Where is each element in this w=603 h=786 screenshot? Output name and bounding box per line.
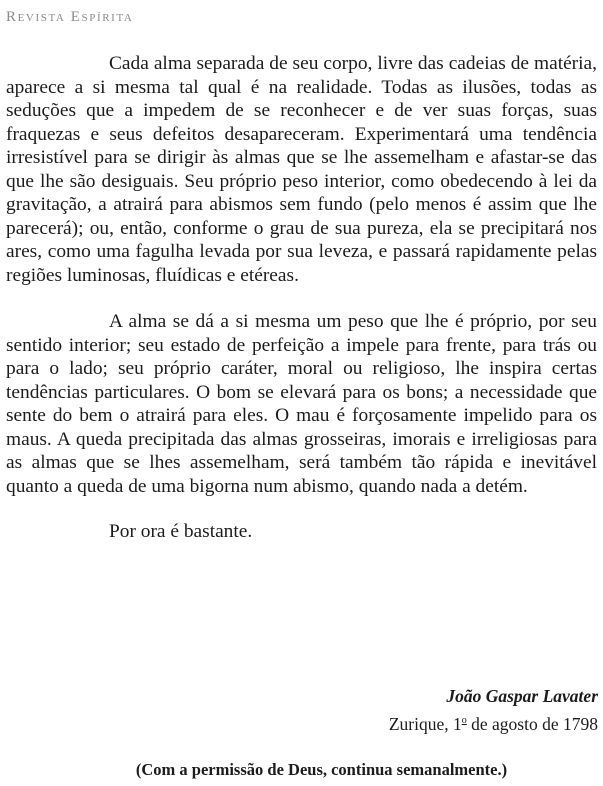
paragraph-2: A alma se dá a si mesma um peso que lhe é próprio, por seu sentido interior; seu estado de perfeição a impele para frente, para trás ou para o lado; seu próprio caráter, moral ou religioso, lhe inspira certas tendências particulares. O bom se elevará para os bons; a necessidade que sente do bem o atrairá para eles. O mau é forçosamente impelido para os maus. A queda precipitada das almas grosseiras, imorais e irreligiosas para as almas que se lhes assemelham, será também tão rápida e inevitável quanto a queda de uma bigorna num abismo, quando nada a detém. bbox=[6, 311, 597, 497]
date-rest: de agosto de 1798 bbox=[466, 714, 598, 734]
footer-note: (Com a permissão de Deus, continua semanalmente.) bbox=[135, 760, 508, 779]
running-header: Revista Espírita bbox=[6, 9, 134, 25]
place-date bbox=[389, 708, 598, 737]
article-body bbox=[6, 52, 597, 544]
closing-line: Por ora é bastante. bbox=[109, 521, 253, 542]
place-prefix: Zurique, 1 bbox=[388, 714, 462, 734]
author-name: João Gaspar Lavater bbox=[446, 686, 598, 706]
ordinal-indicator: o bbox=[461, 715, 467, 726]
signature-block bbox=[389, 684, 598, 737]
paragraph-1: Cada alma separada de seu corpo, livre das cadeias de matéria, aparece a si mesma tal qual é na realidade. Todas as ilusões, todas as seduções que a impedem de se reconhecer e de ver suas forças, suas fraquezas e seus defeitos desapareceram. Experimentará uma tendência irresistível para se dirigir às almas que se lhe assemelham e afastar-se das que lhe são desiguais. Seu próprio peso interior, como obedecendo à lei da gravitação, a atrairá para abismos sem fundo (pelo menos é assim que lhe parecerá); ou, então, conforme o grau de sua pureza, ela se precipitará nos ares, como uma fagulha levada por sua leveza, e passará rapidamente pelas regiões luminosas, fluídicas e etéreas. bbox=[6, 53, 597, 286]
